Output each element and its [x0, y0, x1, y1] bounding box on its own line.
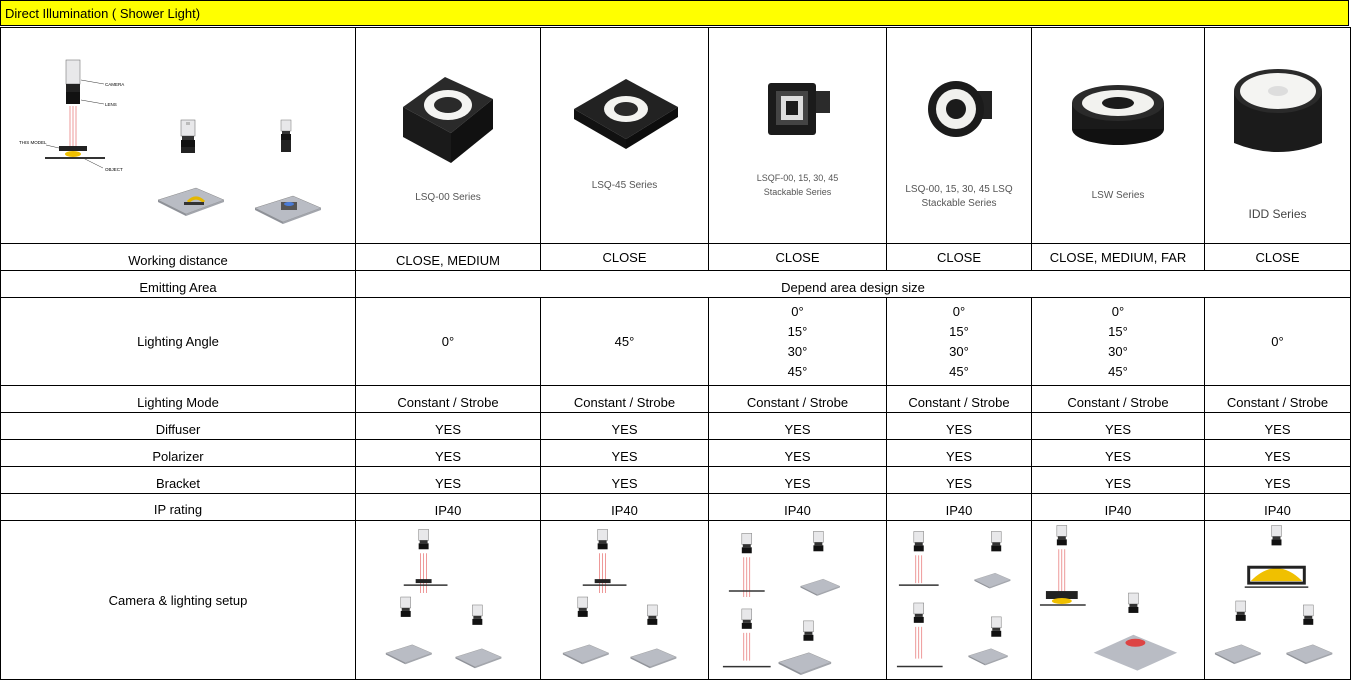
setup-diagram-cell: [541, 521, 709, 680]
working-distance-value: CLOSE: [1205, 244, 1351, 271]
polarizer-value: YES: [709, 440, 887, 467]
product-caption: LSQF-00, 15, 30, 45: [756, 173, 839, 183]
lighting-mode-value: Constant / Strobe: [541, 386, 709, 413]
lighting-mode-value: Constant / Strobe: [1032, 386, 1205, 413]
setup-diagram-cell: [356, 521, 541, 680]
square-ring-light-icon: [393, 71, 503, 171]
lighting-mode-value: Constant / Strobe: [887, 386, 1032, 413]
row-label: Lighting Angle: [1, 298, 356, 386]
working-distance-value: CLOSE, MEDIUM, FAR: [1032, 244, 1205, 271]
lighting-mode-value: Constant / Strobe: [356, 386, 541, 413]
plate-icon: [255, 196, 321, 224]
product-cell-lsq00: [356, 28, 541, 244]
lighting-angle-value: 0° 15° 30° 45°: [887, 298, 1032, 386]
diffuser-value: YES: [356, 413, 541, 440]
lighting-angle-value: 0° 15° 30° 45°: [709, 298, 887, 386]
lighting-angle-value: 0°: [356, 298, 541, 386]
setup-diagram-cell: [1032, 521, 1205, 680]
polarizer-value: YES: [541, 440, 709, 467]
working-distance-value: CLOSE: [887, 244, 1032, 271]
product-caption: LSQ-45 Series: [591, 180, 658, 191]
diffuser-value: YES: [1205, 413, 1351, 440]
bracket-value: YES: [541, 467, 709, 494]
setup-diagram-cell: [887, 521, 1032, 680]
bracket-value: YES: [356, 467, 541, 494]
lighting-mode-value: Constant / Strobe: [1205, 386, 1351, 413]
setup-diagram: [356, 521, 540, 679]
overview-diagram-cell: [1, 28, 356, 244]
diagram-label-this-model: THIS MODEL: [19, 140, 47, 145]
ip-rating-value: IP40: [887, 494, 1032, 521]
row-lighting-angle: [1, 298, 1351, 386]
product-caption: LSQ-00, 15, 30, 45 LSQ: [905, 184, 1013, 195]
ip-rating-value: IP40: [1205, 494, 1351, 521]
round-ring-light-icon: [1068, 73, 1168, 153]
row-working-distance: [1, 244, 1351, 271]
row-bracket: [1, 467, 1351, 494]
row-label: Lighting Mode: [1, 386, 356, 413]
ip-rating-value: IP40: [709, 494, 887, 521]
working-distance-value: CLOSE, MEDIUM: [356, 244, 541, 271]
beam-icon: [70, 106, 76, 146]
bracket-value: YES: [1205, 467, 1351, 494]
product-caption: LSQ-00 Series: [415, 192, 481, 203]
round-ring-light-icon: [914, 75, 1004, 145]
lighting-mode-value: Constant / Strobe: [709, 386, 887, 413]
product-cell-lsqf: LSQF-00, 15, 30, 45 Stackable Series: [709, 28, 887, 244]
row-diffuser: [1, 413, 1351, 440]
row-label: Emitting Area: [1, 271, 356, 298]
row-setup: [1, 521, 1351, 680]
lighting-angle-value: 0°: [1205, 298, 1351, 386]
working-distance-value: CLOSE: [541, 244, 709, 271]
square-ring-light-icon: [570, 73, 680, 153]
diagram-label-lens: LENS: [105, 102, 117, 107]
light-unit-icon: [59, 146, 87, 151]
product-image-row: [1, 28, 1351, 244]
polarizer-value: YES: [887, 440, 1032, 467]
emitting-area-value: Depend area design size: [356, 271, 1351, 298]
setup-diagram: [1032, 521, 1204, 679]
row-label: Working distance: [1, 244, 356, 271]
setup-diagram: [541, 521, 708, 679]
row-label: Bracket: [1, 467, 356, 494]
bracket-value: YES: [1032, 467, 1205, 494]
product-caption: LSW Series: [1091, 190, 1145, 201]
diffuser-value: YES: [709, 413, 887, 440]
row-emitting-area: [1, 271, 1351, 298]
product-cell-lsw: [1032, 28, 1205, 244]
polarizer-value: YES: [1032, 440, 1205, 467]
row-label: IP rating: [1, 494, 356, 521]
bracket-value: YES: [887, 467, 1032, 494]
row-lighting-mode: [1, 386, 1351, 413]
diagram-label-camera: CAMERA: [105, 82, 125, 87]
diffuser-value: YES: [887, 413, 1032, 440]
sheet-title: Direct Illumination ( Shower Light): [0, 0, 1349, 26]
product-caption: IDD Series: [1248, 207, 1307, 221]
camera-icon: [181, 120, 195, 153]
ip-rating-value: IP40: [356, 494, 541, 521]
polarizer-value: YES: [1205, 440, 1351, 467]
row-label: Polarizer: [1, 440, 356, 467]
diagram-label-object: OBJECT: [105, 167, 123, 172]
product-cell-lsq45: [541, 28, 709, 244]
dome-light-icon: [1228, 61, 1328, 161]
row-label: Diffuser: [1, 413, 356, 440]
polarizer-value: YES: [356, 440, 541, 467]
product-cell-lsq-stack: LSQ-00, 15, 30, 45 LSQ Stackable Series: [887, 28, 1032, 244]
lighting-angle-value: 45°: [541, 298, 709, 386]
setup-diagram-cell: [1205, 521, 1351, 680]
row-polarizer: [1, 440, 1351, 467]
diffuser-value: YES: [1032, 413, 1205, 440]
setup-diagram: [887, 521, 1031, 679]
ip-rating-value: IP40: [541, 494, 709, 521]
overview-diagram: [1, 28, 356, 240]
ip-rating-value: IP40: [1032, 494, 1205, 521]
camera-icon: [66, 60, 80, 104]
camera-icon: [281, 120, 291, 152]
lighting-angle-value: 0° 15° 30° 45°: [1032, 298, 1205, 386]
bracket-value: YES: [709, 467, 887, 494]
spec-table: [0, 27, 1351, 680]
setup-diagram-cell: [709, 521, 887, 680]
diffuser-value: YES: [541, 413, 709, 440]
stackable-square-light-icon: [758, 75, 838, 145]
product-cell-idd: [1205, 28, 1351, 244]
row-label: Camera & lighting setup: [1, 521, 356, 680]
setup-diagram: [709, 521, 886, 679]
setup-diagram: [1205, 521, 1350, 679]
working-distance-value: CLOSE: [709, 244, 887, 271]
row-ip-rating: [1, 494, 1351, 521]
plate-icon: [158, 188, 224, 216]
